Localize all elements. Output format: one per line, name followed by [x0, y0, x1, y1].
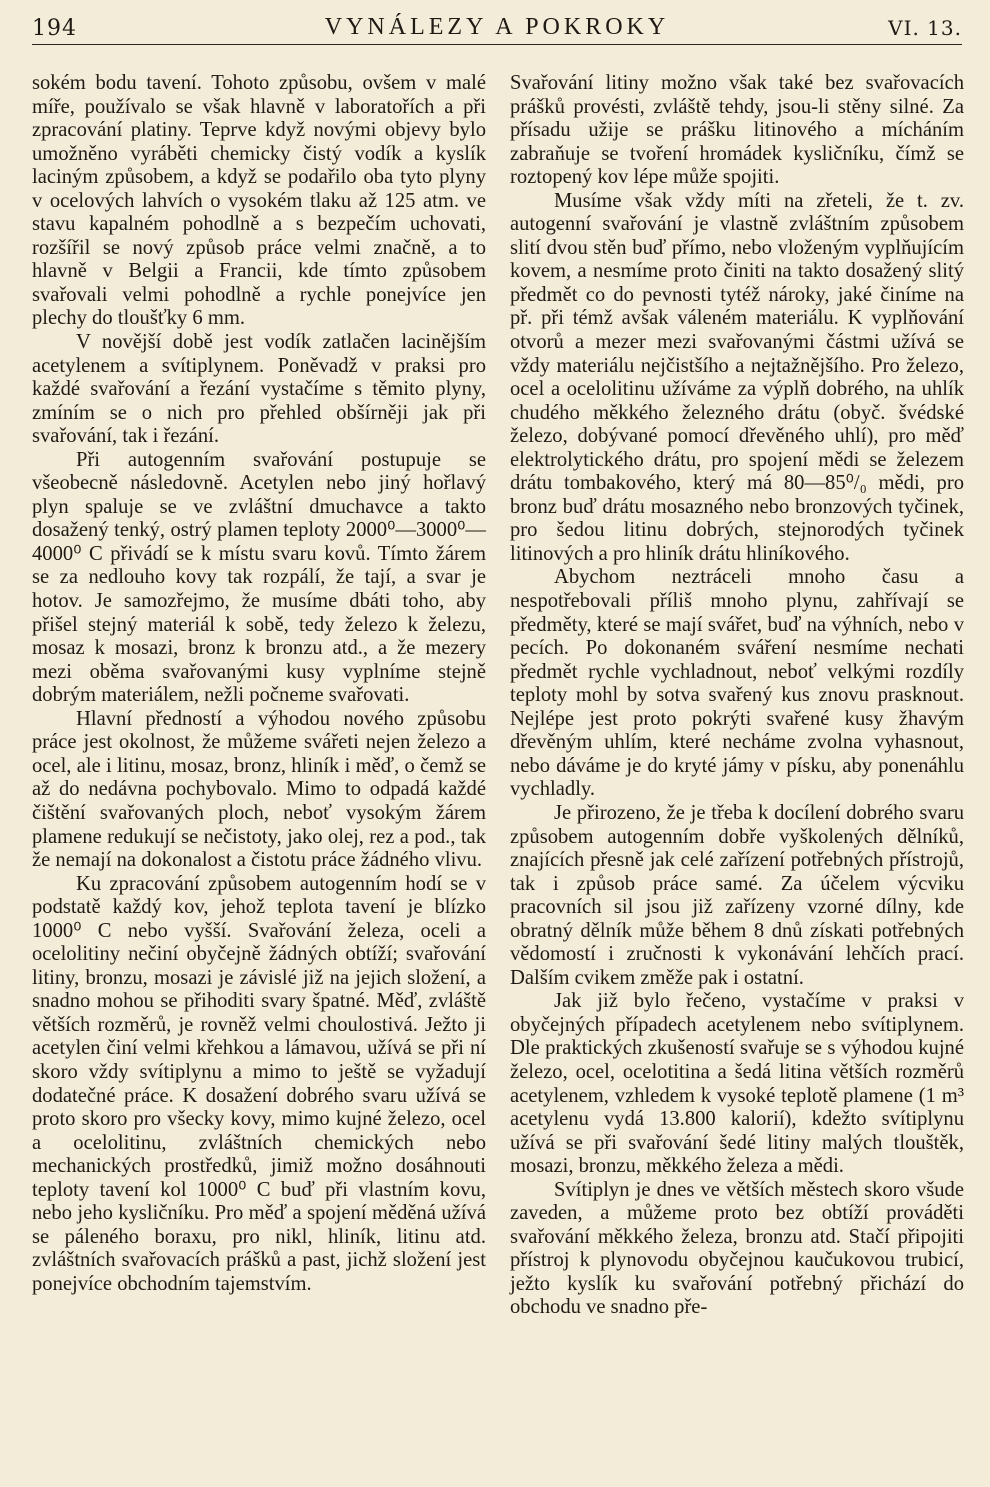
paragraph: Musíme však vždy míti na zřeteli, že t. zv. autogenní svařování je vlastně zvláštním způsobem slití dvou stěn buď přímo, nebo vloženým vyplňujícím kovem, a nesmíme proto činiti na takto dosažený slitý předmět co do pevnosti tytéž nároky, jaké činíme na př. při témž avšak váleném materiálu. K vyplňování otvorů a mezer mezi svařovanými částmi užívá se vždy materiálu nejčistšího a nejtažnějšího. Pro železo, ocel a ocelolitinu užíváme za výplň dobrého, na uhlík chudého měkkého železného drátu (obyč. švédské železo, dobývané pomocí dřevěného uhlí), pro měď elektrolytického drátu, pro spojení mědi se železem drátu tombakového, který má 80—85⁰/₀ mědi, pro bronz buď drátu mosazného nebo bronzových tyčinek, pro šedou litinu dobrých, stejnorodých tyčinek litinových a pro hliník drátu hliníkového. — [510, 189, 964, 565]
issue-number: VI. 13. — [888, 16, 962, 40]
paragraph: Abychom neztráceli mnoho času a nespotřebovali příliš mnoho plynu, zahřívají se předměty, které se mají svářet, buď na výhních, nebo v pecích. Po dokonaném sváření nesmíme nechati předmět rychle vychladnout, neboť velkými rozdíly teploty mohl by sotva svařený kus znovu prasknout. Nejlépe jest proto pokrýti svařené kusy žhavým dřevěným uhlím, které necháme zvolna vyhasnout, nebo dáváme je do kryté jámy v písku, aby ponenáhlu vychladly. — [510, 566, 964, 801]
paragraph: Je přirozeno, že je třeba k docílení dobrého svaru způsobem autogenním dobře vyškolených dělníků, znajících přesně jak celé zařízení potřebných přístrojů, tak i způsob práce samé. Za účelem výcviku pracovních sil jsou již zařízeny vzorné dílny, kde obratný dělník může během 8 dnů získati potřebných vědomostí i zručnosti k vykonávání lehčích prací. Dalším cvikem změže pak i ostatní. — [510, 801, 964, 989]
paragraph: sokém bodu tavení. Tohoto způsobu, ovšem v malé míře, používalo se však hlavně v laboratořích a při zpracování platiny. Teprve když novými objevy bylo umožněno vyráběti chemicky čistý vodík a kyslík laciným způsobem, a když se podařilo oba tyto plyny v ocelových lahvích o vysokém tlaku až 125 atm. ve stavu kapalném pohodlně a s bezpečím uchovati, rozšířil se nový způsob práce velmi značně, a to hlavně v Belgii a Francii, kde tímto způsobem svařovali velmi pohodlně a rychle ponejvíce jen plechy do tloušťky 6 mm. — [32, 72, 486, 330]
paragraph: Hlavní předností a výhodou nového způsobu práce jest okolnost, že můžeme svářeti nejen železo a ocel, ale i litinu, mosaz, bronz, hliník i měď, o čemž se až do nedávna pochybovalo. Mimo to odpadá každé čištění svařovaných ploch, neboť vysokým žárem plamene redukují se nečistoty, jako olej, rez a pod., tak že nemají na dokonalost a čistotu práce žádného vlivu. — [32, 707, 486, 872]
paragraph: Svítiplyn je dnes ve větších městech skoro všude zaveden, a můžeme proto bez obtíží prováděti svařování měkkého železa, bronzu atd. Stačí připojiti přístroj k plynovodu obyčejnou kaučukovou trubicí, ježto kyslík ku svařování potřebný přichází do obchodu ve snadno pře- — [510, 1178, 964, 1319]
running-title: VYNÁLEZY A POKROKY — [324, 14, 670, 40]
left-column — [32, 72, 486, 1296]
paragraph: Svařování litiny možno však také bez svařovacích prášků provésti, zvláště tehdy, jsou-li stěny silné. Za přísadu užije se prášku litinového a mícháním zabraňuje se tvoření hromádek kysličníku, čímž se roztopený kov lépe může spojiti. — [510, 72, 964, 189]
paragraph: V novější době jest vodík zatlačen lacinějším acetylenem a svítiplynem. Poněvadž v praksi pro každé svařování a řezání vystačíme s těmito plyny, zmíním se o nich pro přehled obšírněji jak při svařování, tak i řezání. — [32, 331, 486, 448]
page-number: 194 — [32, 16, 77, 41]
page-header — [32, 10, 962, 45]
paragraph: Ku zpracování způsobem autogenním hodí se v podstatě každý kov, jehož teplota tavení je blízko 1000⁰ C nebo vyšší. Svařování železa, oceli a ocelolitiny nečiní obyčejně žádných obtíží; svařování litiny, bronzu, mosazi je závislé již na jejich složení, a snadno mohou se přihoditi svary špatné. Měď, zvláště větších rozměrů, je rovněž velmi choulostivá. Ježto ji acetylen činí velmi křehkou a lámavou, užívá se při ní skoro vždy svítiplynu a mimo to ještě se vyžadují dodatečné práce. K dosažení dobrého svaru užívá se proto skoro pro všecky kovy, mimo kujné železo, ocel a ocelolitinu, zvláštních chemických nebo mechanických prostředků, jimiž možno dosáhnouti teploty tavení kol 1000⁰ C buď při vlastním kovu, nebo jeho kysličníku. Pro měď a spojení měděná užívá se páleného boraxu, pro nikl, hliník, litinu atd. zvláštních svařovacích prášků a past, jichž složení jest ponejvíce obchodním tajemstvím. — [32, 872, 486, 1295]
right-column — [510, 72, 964, 1320]
paragraph: Při autogenním svařování postupuje se všeobecně následovně. Acetylen nebo jiný hořlavý plyn spaluje se ve zvláštní dmuchavce a takto dosažený tenký, ostrý plamen teploty 2000⁰—3000⁰—4000⁰ C přivádí se k místu svaru kovů. Tímto žárem se za nedlouho kovy tak rozpálí, že tají, a svar je hotov. Je samozřejmo, že musíme dbáti toho, aby přišel stejný materiál k sobě, tedy železo k železu, mosaz k mosazi, bronz k bronzu atd., a že mezery mezi oběma svařovanými kusy vyplníme stejně dobrým materiálem, nežli počneme svařovati. — [32, 448, 486, 707]
paragraph: Jak již bylo řečeno, vystačíme v praksi v obyčejných případech acetylenem nebo svítiplynem. Dle praktických zkušeností svařuje se s výhodou kujné železo, ocel, ocelotitina a šedá litina větších rozměrů acetylenem, vzhledem k vysoké teplotě plamene (1 m³ acetylenu vydá 13.800 kalorií), kdežto svítiplynu užívá se při svařování šedé litiny malých tlouštěk, mosazi, bronzu, měkkého železa a mědi. — [510, 990, 964, 1178]
